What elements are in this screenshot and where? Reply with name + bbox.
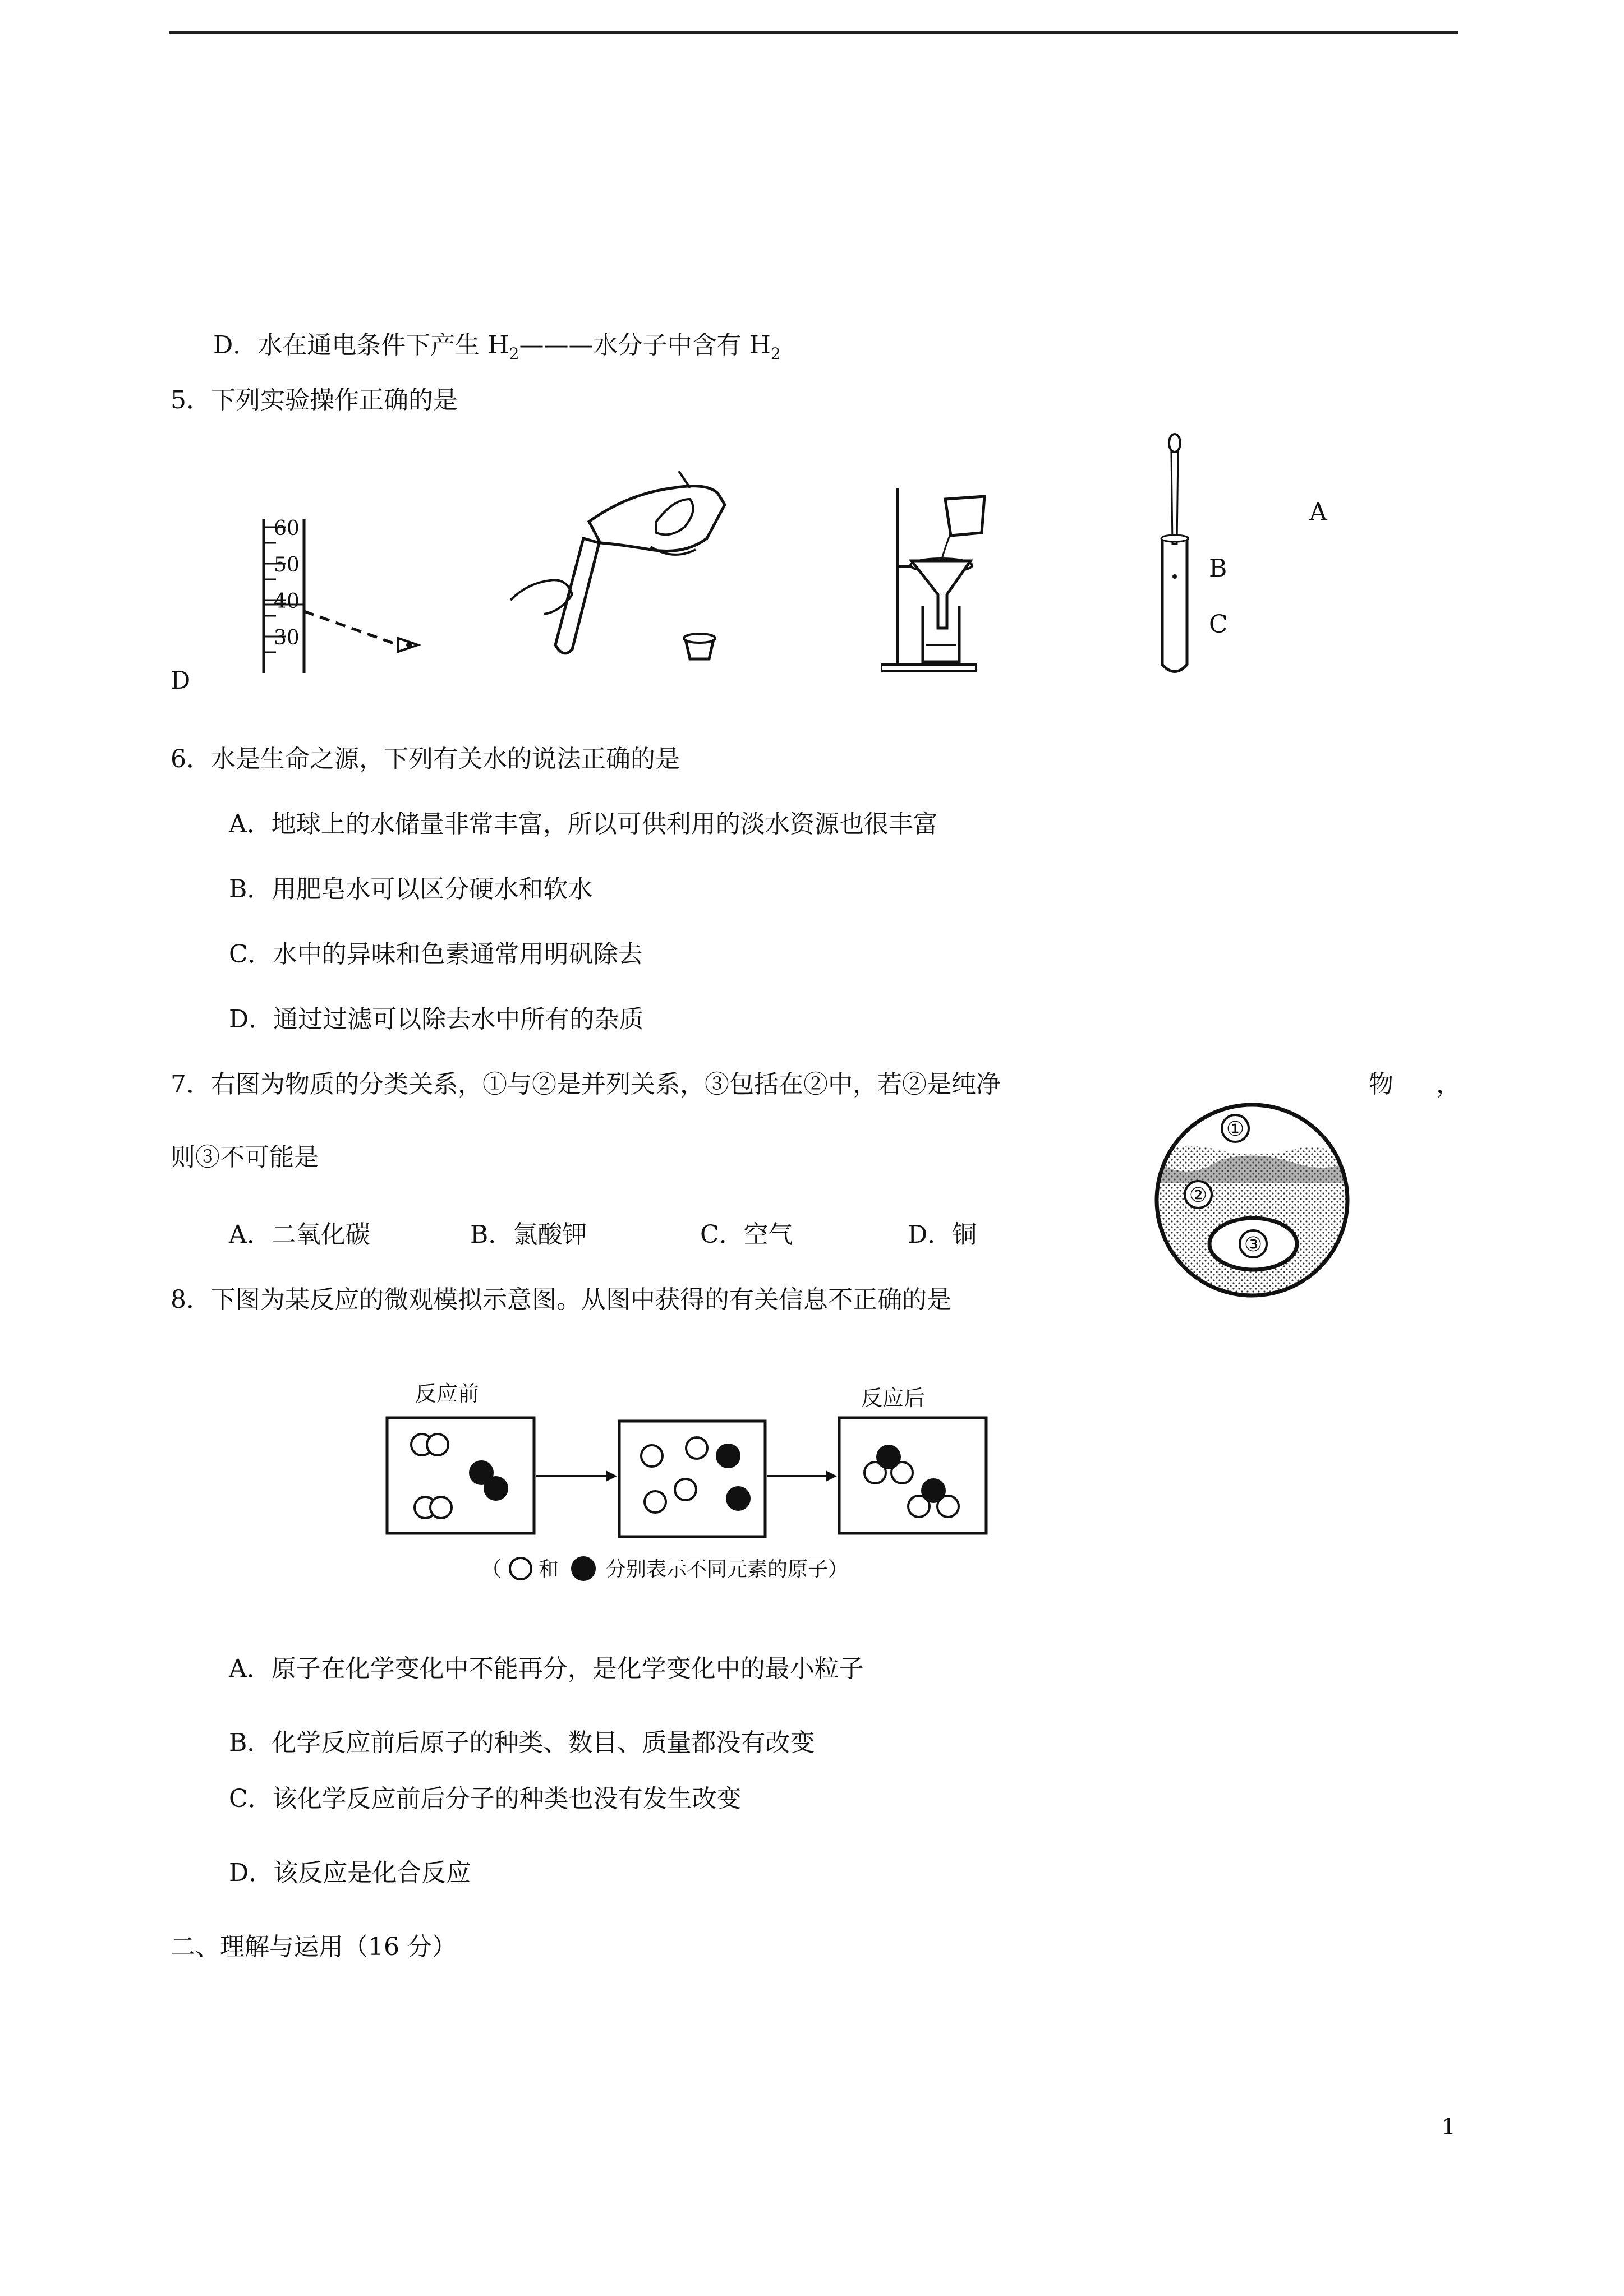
- q7-stem-line2: 则③不可能是: [171, 1143, 319, 1172]
- q6-option-b: B．用肥皂水可以区分硬水和软水: [229, 875, 593, 903]
- diagram-label-2: ②: [1189, 1184, 1208, 1207]
- q4-option-d: D．水在通电条件下产生 $H_2———$水分子中含有 $H_2$: [213, 331, 781, 363]
- before-box: [387, 1418, 534, 1533]
- q6-option-d: D．通过过滤可以除去水中所有的杂质: [229, 1005, 644, 1034]
- cylinder-tick-50: 50: [274, 554, 300, 577]
- q5-label-d: D: [171, 666, 191, 695]
- q8-option-a: A．原子在化学变化中不能再分，是化学变化中的最小粒子: [229, 1654, 864, 1683]
- q5-figure-cylinder-reading: [247, 510, 432, 673]
- diagram-label-3: ③: [1244, 1233, 1263, 1256]
- q5-label-a: A: [1309, 498, 1327, 527]
- q8-stem: 8．下图为某反应的微观模拟示意图。从图中获得的有关信息不正确的是: [171, 1285, 951, 1314]
- q6-option-a: A．地球上的水储量非常丰富，所以可供利用的淡水资源也很丰富: [229, 810, 938, 838]
- legend-black-atom: [571, 1556, 596, 1581]
- dropper-tube-icon: [1171, 452, 1178, 544]
- q7-option-d: D．铜: [908, 1220, 977, 1249]
- q7-option-b: B．氯酸钾: [470, 1220, 587, 1249]
- test-tube-icon: [1162, 538, 1187, 672]
- after-label: 反应后: [861, 1387, 926, 1410]
- q7-classification-diagram: [1151, 1099, 1353, 1301]
- q8-option-b: B．化学反应前后原子的种类、数目、质量都没有改变: [229, 1728, 815, 1757]
- q7-option-c: C．空气: [700, 1220, 793, 1249]
- test-tube-icon: [555, 538, 599, 653]
- reagent-bottle-icon: [589, 486, 725, 551]
- page-number: 1: [1441, 2114, 1456, 2140]
- legend-text: 分别表示不同元素的原子）: [606, 1557, 849, 1580]
- legend-white-atom: [510, 1558, 531, 1579]
- q5-label-c: C: [1209, 610, 1228, 639]
- q8-option-c: C．该化学反应前后分子的种类也没有发生改变: [229, 1785, 742, 1813]
- q5-stem: 5．下列实验操作正确的是: [171, 386, 458, 414]
- cylinder-tick-30: 30: [274, 626, 300, 649]
- cylinder-tick-40: 40: [274, 590, 300, 613]
- diagram-label-1: ①: [1226, 1118, 1245, 1141]
- q5-label-b: B: [1209, 554, 1227, 583]
- legend-and: 和: [539, 1557, 559, 1580]
- cylinder-tick-60: 60: [274, 517, 300, 540]
- q5-figure-pouring-liquid: [505, 471, 740, 684]
- legend-open-paren: （: [481, 1557, 502, 1580]
- section-2-title: 二、理解与运用（16 分）: [171, 1933, 457, 1961]
- q6-option-c: C．水中的异味和色素通常用明矾除去: [229, 940, 643, 969]
- q5-figure-filtration: [881, 477, 1049, 673]
- q5-figure-dropper: [1150, 432, 1206, 679]
- funnel-icon: [912, 561, 970, 628]
- header-rule: [169, 31, 1458, 34]
- q7-stem-comma: ，: [1436, 1070, 1461, 1099]
- hand-icon: [510, 580, 572, 614]
- before-label: 反应前: [415, 1382, 480, 1406]
- q7-option-a: A．二氧化碳: [229, 1220, 370, 1249]
- q7-stem-tail: 物: [1369, 1070, 1393, 1099]
- q6-stem: 6．水是生命之源，下列有关水的说法正确的是: [171, 745, 680, 773]
- q8-option-d: D．该反应是化合反应: [229, 1859, 471, 1887]
- pouring-beaker-icon: [945, 496, 984, 536]
- q8-reaction-diagram: [370, 1380, 999, 1593]
- q7-stem-line1: 7．右图为物质的分类关系，①与②是并列关系，③包括在②中，若②是纯净: [171, 1070, 1001, 1099]
- dropper-bulb-icon: [1169, 434, 1180, 452]
